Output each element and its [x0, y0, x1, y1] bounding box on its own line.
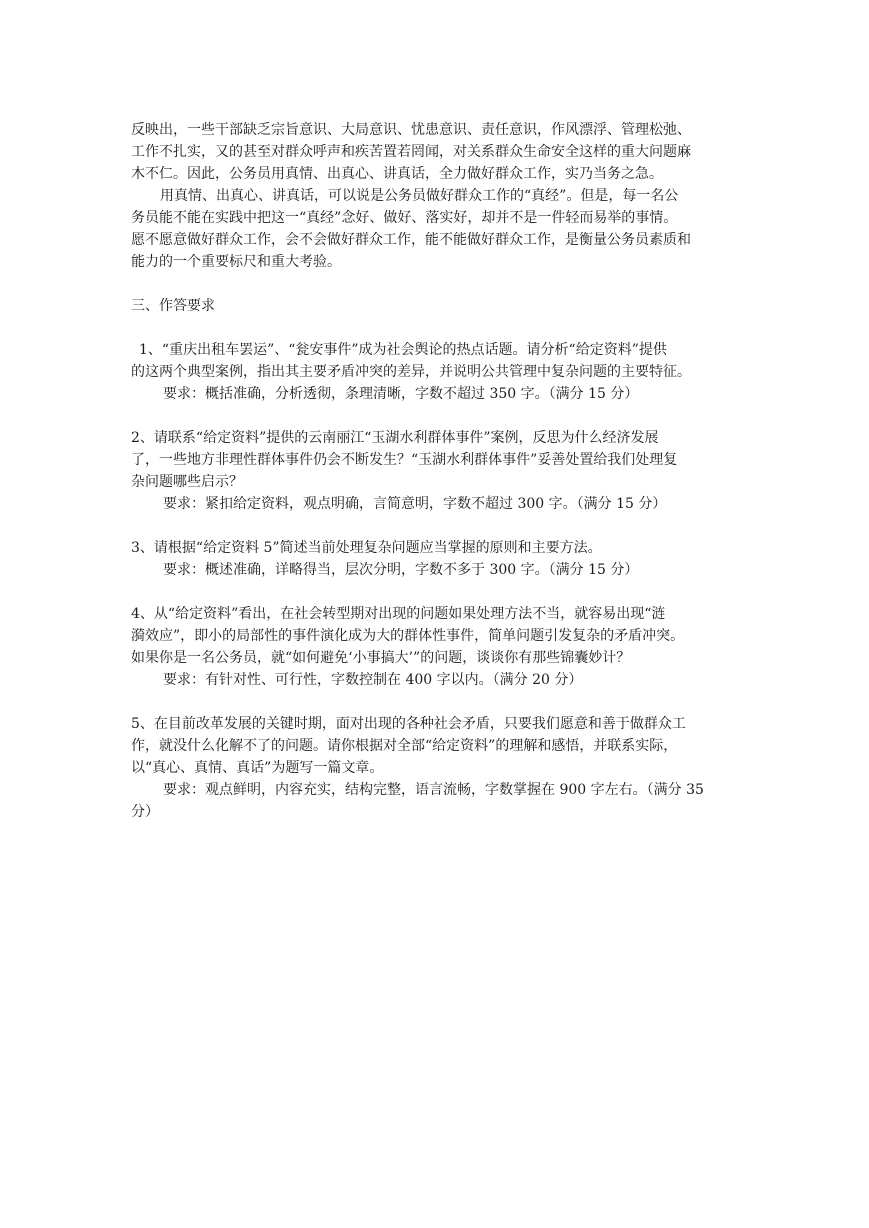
question-5-line: 5、在目前改革发展的关键时期，面对出现的各种社会矛盾，只要我们愿意和善于做群众工 [131, 716, 686, 732]
intro-line: 能力的一个重要标尺和重大考验。 [131, 254, 341, 270]
question-2-line: 了，一些地方非理性群体事件仍会不断发生？“玉湖水利群体事件”妥善处置给我们处理复 [131, 452, 678, 468]
intro-line: 用真情、出真心、讲真话，可以说是公务员做好群众工作的“真经”。但是，每一名公 [160, 188, 679, 204]
question-2-line: 杂问题哪些启示？ [131, 474, 243, 490]
question-4-line: 4、从“给定资料”看出，在社会转型期对出现的问题如果处理方法不当，就容易出现“涟 [131, 606, 666, 622]
intro-line: 木不仁。因此，公务员用真情、出真心、讲真话，全力做好群众工作，实乃当务之急。 [131, 166, 663, 182]
question-3-requirement: 要求：概述准确，详略得当，层次分明，字数不多于 300 字。（满分 15 分） [163, 562, 639, 578]
intro-line: 工作不扎实，又的甚至对群众呼声和疾苦置若罔闻，对关系群众生命安全这样的重大问题麻 [131, 144, 691, 160]
question-1-line: 1、“重庆出租车罢运”、“瓮安事件”成为社会舆论的热点话题。请分析“给定资料”提供 [139, 342, 667, 358]
question-4-requirement: 要求：有针对性、可行性，字数控制在 400 字以内。（满分 20 分） [163, 672, 583, 688]
section-title: 三、作答要求 [131, 298, 215, 314]
question-3-line: 3、请根据“给定资料 5”简述当前处理复杂问题应当掌握的原则和主要方法。 [131, 540, 602, 556]
question-5-line: 以“真心、真情、真话”为题写一篇文章。 [131, 760, 384, 776]
question-5-requirement-cont: 分） [131, 804, 159, 820]
question-5-line: 作，就没什么化解不了的问题。请你根据对全部“给定资料”的理解和感悟，并联系实际， [131, 738, 678, 754]
question-5-requirement: 要求：观点鲜明，内容充实，结构完整，语言流畅，字数掌握在 900 字左右。（满分 35 [163, 782, 704, 798]
question-2-line: 2、请联系“给定资料”提供的云南丽江“玉湖水利群体事件”案例，反思为什么经济发展 [131, 430, 659, 446]
question-1-line: 的这两个典型案例，指出其主要矛盾冲突的差异，并说明公共管理中复杂问题的主要特征。 [131, 364, 691, 380]
intro-line: 愿不愿意做好群众工作，会不会做好群众工作，能不能做好群众工作，是衡量公务员素质和 [131, 232, 691, 248]
question-4-line: 漪效应”，即小的局部性的事件演化成为大的群体性事件，简单问题引发复杂的矛盾冲突。 [131, 628, 685, 644]
question-4-line: 如果你是一名公务员，就“如何避免‘小事搞大’”的问题，谈谈你有那些锦囊妙计？ [131, 650, 631, 666]
question-2-requirement: 要求：紧扣给定资料，观点明确，言简意明，字数不超过 300 字。（满分 15 分） [163, 496, 667, 512]
intro-line: 反映出，一些干部缺乏宗旨意识、大局意识、忧患意识、责任意识，作风漂浮、管理松弛、 [131, 122, 691, 138]
question-1-requirement: 要求：概括准确，分析透彻，条理清晰，字数不超过 350 字。（满分 15 分） [163, 386, 639, 402]
intro-line: 务员能不能在实践中把这一“真经”念好、做好、落实好，却并不是一件轻而易举的事情。 [131, 210, 678, 226]
